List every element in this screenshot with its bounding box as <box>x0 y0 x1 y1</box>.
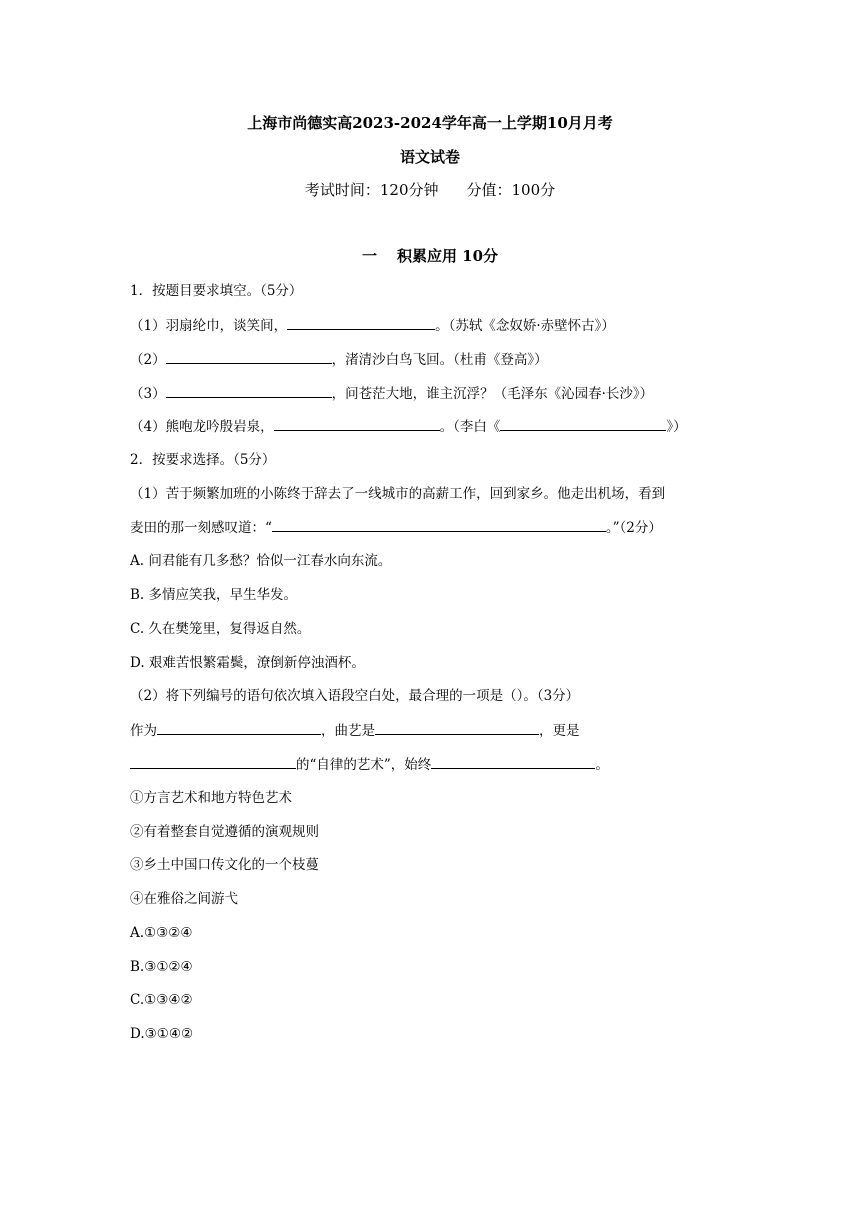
passage-line-1: 作为 ，曲艺是 ，更是 <box>130 723 580 739</box>
question-1-item-3: （3） ，问苍茫大地，谁主沉浮？（毛泽东《沁园春·长沙》） <box>130 386 654 402</box>
exam-time: 考试时间：120分钟 <box>304 181 439 199</box>
passage-blank <box>157 721 321 735</box>
answer-blank[interactable] <box>500 417 666 431</box>
answer-blank[interactable] <box>166 384 332 398</box>
exam-title: 上海市尚德实高2023-2024学年高一上学期10月月考 <box>247 114 613 132</box>
question-1-item-4: （4）熊咆龙吟殷岩泉， 。（李白《 》） <box>130 419 687 435</box>
passage-line-2: 的“自律的艺术”，始终 。 <box>130 755 609 774</box>
answer-blank[interactable] <box>272 518 606 532</box>
question-1-stem: 1．按题目要求填空。（5分） <box>130 283 303 299</box>
exam-score: 分值：100分 <box>466 181 556 199</box>
answer-blank[interactable] <box>274 417 440 431</box>
question-1-item-1: （1）羽扇纶巾，谈笑间， 。（苏轼《念奴娇·赤壁怀古》） <box>130 318 615 334</box>
option-c[interactable]: C. 久在樊笼里，复得返自然。 <box>130 621 311 637</box>
section-title <box>0 245 860 266</box>
exam-info <box>0 179 860 200</box>
passage-blank <box>130 755 296 769</box>
answer-blank[interactable] <box>166 350 332 364</box>
exam-subject: 语文试卷 <box>399 148 460 166</box>
question-2-2-stem: （2）将下列编号的语句依次填入语段空白处，最合理的一项是（）。（3分） <box>130 688 580 704</box>
question-2-1-line-2: 麦田的那一刻感叹道：“ 。”（2分） <box>130 520 662 536</box>
question-1-item-2: （2） ，渚清沙白鸟飞回。（杜甫《登高》） <box>130 352 548 368</box>
sentence-item-2: ②有着整套自觉遵循的演观规则 <box>130 824 319 840</box>
question-2-stem: 2．按要求选择。（5分） <box>130 452 276 468</box>
section-number: 一 <box>361 247 377 265</box>
section-label: 积累应用 10分 <box>396 247 499 265</box>
sentence-item-1: ①方言艺术和地方特色艺术 <box>130 790 292 806</box>
sentence-item-3: ③乡土中国口传文化的一个枝蔓 <box>130 857 319 873</box>
order-option-c[interactable]: C.①③④② <box>130 992 193 1008</box>
option-a[interactable]: A. 问君能有几多愁？恰似一江春水向东流。 <box>130 553 392 569</box>
passage-blank <box>431 755 595 769</box>
passage-blank <box>375 721 539 735</box>
order-option-d[interactable]: D.③①④② <box>130 1026 194 1042</box>
order-option-a[interactable]: A.①③②④ <box>130 925 193 941</box>
order-option-b[interactable]: B.③①②④ <box>130 959 193 975</box>
answer-blank[interactable] <box>287 316 435 330</box>
option-d[interactable]: D. 艰难苦恨繁霜鬓，潦倒新停浊酒杯。 <box>130 655 365 671</box>
option-b[interactable]: B. 多情应笑我，早生华发。 <box>130 587 298 603</box>
sentence-item-4: ④在雅俗之间游弋 <box>130 891 238 907</box>
question-2-1-line-1: （1）苦于频繁加班的小陈终于辞去了一线城市的高薪工作，回到家乡。他走出机场，看到 <box>130 486 666 502</box>
